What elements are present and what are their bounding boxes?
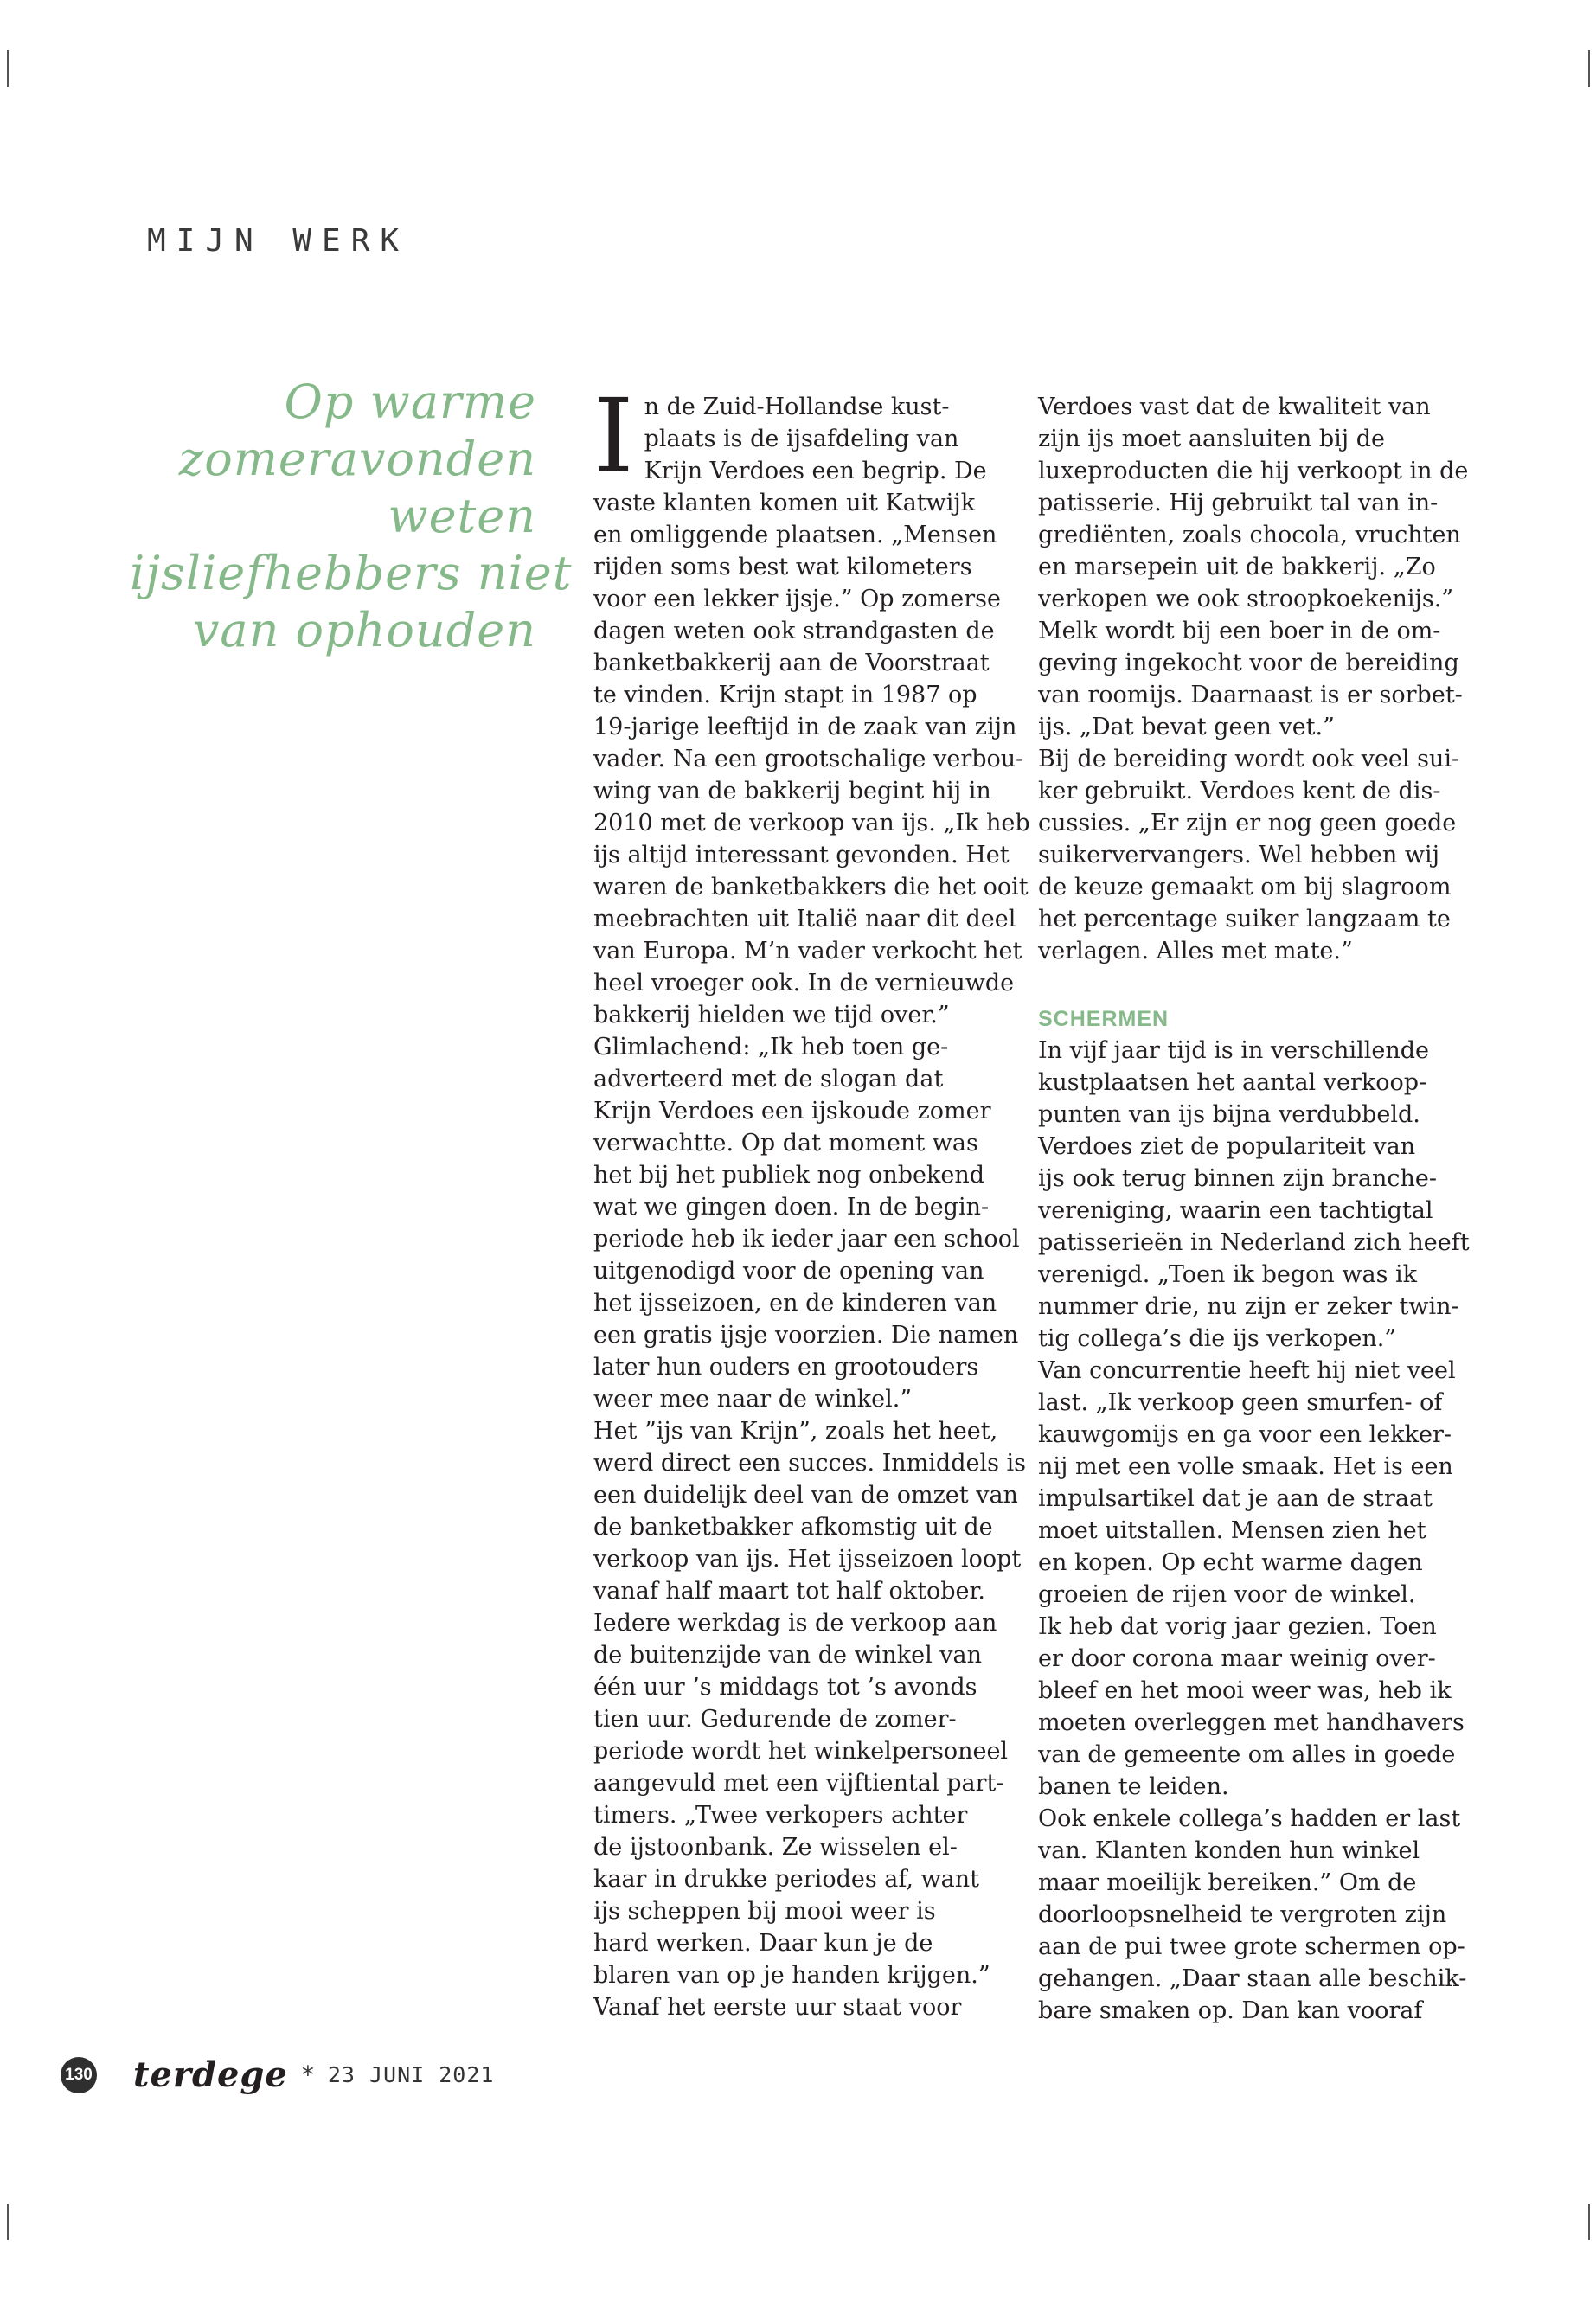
text-line: patisserieën in Nederland zich heeft: [1038, 1229, 1470, 1256]
magazine-logo: terdege: [133, 2054, 288, 2095]
text-line: het bij het publiek nog onbekend: [593, 1162, 985, 1189]
text-line: Melk wordt bij een boer in de om-: [1038, 618, 1441, 644]
article-column-2: [1038, 391, 1470, 2027]
text-line: blaren van op je handen krijgen.”: [593, 1962, 990, 1989]
text-line: geving ingekocht voor de bereiding: [1038, 650, 1459, 676]
text-line: bare smaken op. Dan kan vooraf: [1038, 1997, 1423, 2024]
text-line: suikervervangers. Wel hebben wij: [1038, 842, 1439, 868]
text-line: Verdoes ziet de populariteit van: [1038, 1133, 1416, 1160]
separator-star: *: [301, 2061, 314, 2089]
text-line: maar moeilijk bereiken.” Om de: [1038, 1869, 1417, 1896]
text-line: impulsartikel dat je aan de straat: [1038, 1485, 1433, 1512]
text-line: grediënten, zoals chocola, vruchten: [1038, 522, 1461, 548]
text-line: rijden soms best wat kilometers: [593, 554, 972, 580]
text-line: bakkerij hielden we tijd over.”: [593, 1002, 950, 1029]
text-line: tig collega’s die ijs verkopen.”: [1038, 1325, 1397, 1352]
text-line: een gratis ijsje voorzien. Die namen: [593, 1322, 1019, 1349]
text-line: van de gemeente om alles in goede: [1038, 1741, 1456, 1768]
crop-mark-bottom-right: [1588, 2204, 1590, 2240]
pull-quote: [130, 374, 573, 658]
text-line: het percentage suiker langzaam te: [1038, 906, 1451, 933]
text-line: Iedere werkdag is de verkoop aan: [593, 1610, 997, 1637]
text-line: Vanaf het eerste uur staat voor: [593, 1994, 962, 2021]
text-line: Glimlachend: „Ik heb toen ge-: [593, 1034, 949, 1061]
text-line: verenigd. „Toen ik begon was ik: [1038, 1261, 1418, 1288]
text-line: moet uitstallen. Mensen zien het: [1038, 1517, 1426, 1544]
crop-mark-top-left: [7, 50, 9, 87]
text-line: In vijf jaar tijd is in verschillende: [1038, 1037, 1429, 1064]
text-line: wing van de bakkerij begint hij in: [593, 778, 991, 804]
text-line: het ijsseizoen, en de kinderen van: [593, 1290, 997, 1317]
text-line: periode wordt het winkelpersoneel: [593, 1738, 1009, 1765]
text-line: kauwgomijs en ga voor een lekker-: [1038, 1421, 1452, 1448]
text-line: vaste klanten komen uit Katwijk: [593, 490, 976, 516]
text-line: plaats is de ijsafdeling van: [644, 426, 959, 452]
text-line: banen te leiden.: [1038, 1773, 1229, 1800]
text-line: vanaf half maart tot half oktober.: [593, 1578, 985, 1605]
article-column-2-body-top: [1038, 391, 1469, 967]
text-line: hard werken. Daar kun je de: [593, 1930, 933, 1957]
article-column-2-body-bottom: [1038, 1035, 1470, 2027]
text-line: patisserie. Hij gebruikt tal van in-: [1038, 490, 1439, 516]
text-line: werd direct een succes. Inmiddels is: [593, 1450, 1027, 1477]
text-line: wat we gingen doen. In de begin-: [593, 1194, 990, 1221]
text-line: Verdoes vast dat de kwaliteit van: [1038, 394, 1431, 420]
text-line: punten van ijs bijna verdubbeld.: [1038, 1101, 1420, 1128]
section-heading: SCHERMEN: [1038, 1007, 1170, 1031]
text-line: en kopen. Op echt warme dagen: [1038, 1549, 1423, 1576]
page-footer: [61, 2054, 494, 2095]
text-line: voor een lekker ijsje.” Op zomerse: [593, 586, 1001, 612]
page-number-badge: 130: [61, 2057, 97, 2093]
text-line: de buitenzijde van de winkel van: [593, 1642, 983, 1669]
article-column-1-body: [593, 376, 1030, 2023]
text-line: luxeproducten die hij verkoopt in de: [1038, 458, 1469, 484]
text-line: moeten overleggen met handhavers: [1038, 1709, 1465, 1736]
text-line: kaar in drukke periodes af, want: [593, 1866, 980, 1893]
text-line: zijn ijs moet aansluiten bij de: [1038, 426, 1385, 452]
issue-date: 23 JUNI 2021: [327, 2062, 495, 2087]
text-line: dagen weten ook strandgasten de: [593, 618, 995, 644]
text-line: verkoop van ijs. Het ijsseizoen loopt: [593, 1546, 1022, 1573]
text-line: een duidelijk deel van de omzet van: [593, 1482, 1018, 1509]
text-line: en omliggende plaatsen. „Mensen: [593, 522, 997, 548]
text-line: later hun ouders en grootouders: [593, 1354, 979, 1381]
text-line: en marsepein uit de bakkerij. „Zo: [1038, 554, 1436, 580]
text-line: de banketbakker afkomstig uit de: [593, 1514, 993, 1541]
section-label: MIJN WERK: [147, 223, 410, 259]
text-line: heel vroeger ook. In de vernieuwde: [593, 970, 1015, 997]
text-line: van roomijs. Daarnaast is er sorbet-: [1038, 682, 1463, 708]
text-line: 19-jarige leeftijd in de zaak van zijn: [593, 714, 1017, 740]
text-line: vereniging, waarin een tachtigtal: [1038, 1197, 1433, 1224]
text-line: van. Klanten konden hun winkel: [1038, 1837, 1420, 1864]
text-line: Krijn Verdoes een ijskoude zomer: [593, 1098, 991, 1125]
text-line: verkopen we ook stroopkoekenijs.”: [1038, 586, 1454, 612]
text-line: verlagen. Alles met mate.”: [1038, 938, 1353, 965]
article-column-1: [593, 376, 1030, 2023]
text-line: nummer drie, nu zijn er zeker twin-: [1038, 1293, 1459, 1320]
text-line: Bij de bereiding wordt ook veel sui-: [1038, 746, 1460, 772]
text-line: Het ”ijs van Krijn”, zoals het heet,: [593, 1418, 998, 1445]
text-line: banketbakkerij aan de Voorstraat: [593, 650, 990, 676]
text-line: verwachtte. Op dat moment was: [593, 1130, 978, 1157]
text-line: te vinden. Krijn stapt in 1987 op: [593, 682, 977, 708]
text-line: van Europa. M’n vader verkocht het: [593, 938, 1022, 965]
text-line: Krijn Verdoes een begrip. De: [644, 458, 987, 484]
pull-quote-line: zomeravonden: [178, 431, 536, 486]
text-line: groeien de rijen voor de winkel.: [1038, 1581, 1416, 1608]
drop-cap: I: [593, 376, 634, 496]
text-line: ker gebruikt. Verdoes kent de dis-: [1038, 778, 1441, 804]
text-line: ijs. „Dat bevat geen vet.”: [1038, 714, 1335, 740]
pull-quote-line: Op warme: [284, 375, 536, 429]
text-line: kustplaatsen het aantal verkoop-: [1038, 1069, 1427, 1096]
text-line: Ook enkele collega’s hadden er last: [1038, 1805, 1461, 1832]
text-line: er door corona maar weinig over-: [1038, 1645, 1436, 1672]
text-line: meebrachten uit Italië naar dit deel: [593, 906, 1016, 933]
text-line: n de Zuid-Hollandse kust-: [644, 394, 950, 420]
text-line: timers. „Twee verkopers achter: [593, 1802, 968, 1829]
text-line: vader. Na een grootschalige verbou-: [593, 746, 1024, 772]
text-line: de ijstoonbank. Ze wisselen el-: [593, 1834, 958, 1861]
crop-mark-bottom-left: [7, 2204, 9, 2240]
text-line: bleef en het mooi weer was, heb ik: [1038, 1677, 1452, 1704]
text-line: weer mee naar de winkel.”: [593, 1386, 913, 1413]
text-line: Ik heb dat vorig jaar gezien. Toen: [1038, 1613, 1437, 1640]
text-line: ijs scheppen bij mooi weer is: [593, 1898, 936, 1925]
text-line: waren de banketbakkers die het ooit: [593, 874, 1029, 901]
text-line: ijs altijd interessant gevonden. Het: [593, 842, 1010, 868]
text-line: nij met een volle smaak. Het is een: [1038, 1453, 1453, 1480]
text-line: ijs ook terug binnen zijn branche-: [1038, 1165, 1438, 1192]
text-line: aangevuld met een vijftiental part-: [593, 1770, 1004, 1797]
text-line: last. „Ik verkoop geen smurfen- of: [1038, 1389, 1443, 1416]
text-line: doorloopsnelheid te vergroten zijn: [1038, 1901, 1447, 1928]
text-line: gehangen. „Daar staan alle beschik-: [1038, 1965, 1467, 1992]
text-line: adverteerd met de slogan dat: [593, 1066, 944, 1093]
text-line: aan de pui twee grote schermen op-: [1038, 1933, 1465, 1960]
pull-quote-line: ijsliefhebbers niet: [130, 545, 573, 600]
text-line: periode heb ik ieder jaar een school: [593, 1226, 1020, 1253]
pull-quote-line: weten: [388, 488, 536, 543]
text-line: cussies. „Er zijn er nog geen goede: [1038, 810, 1457, 836]
crop-mark-top-right: [1588, 50, 1590, 87]
text-line: uitgenodigd voor de opening van: [593, 1258, 984, 1285]
text-line: de keuze gemaakt om bij slagroom: [1038, 874, 1452, 901]
text-line: één uur ’s middags tot ’s avonds: [593, 1674, 977, 1701]
text-line: tien uur. Gedurende de zomer-: [593, 1706, 957, 1733]
text-line: Van concurrentie heeft hij niet veel: [1038, 1357, 1456, 1384]
pull-quote-line: van ophouden: [192, 602, 536, 657]
text-line: 2010 met de verkoop van ijs. „Ik heb: [593, 810, 1030, 836]
